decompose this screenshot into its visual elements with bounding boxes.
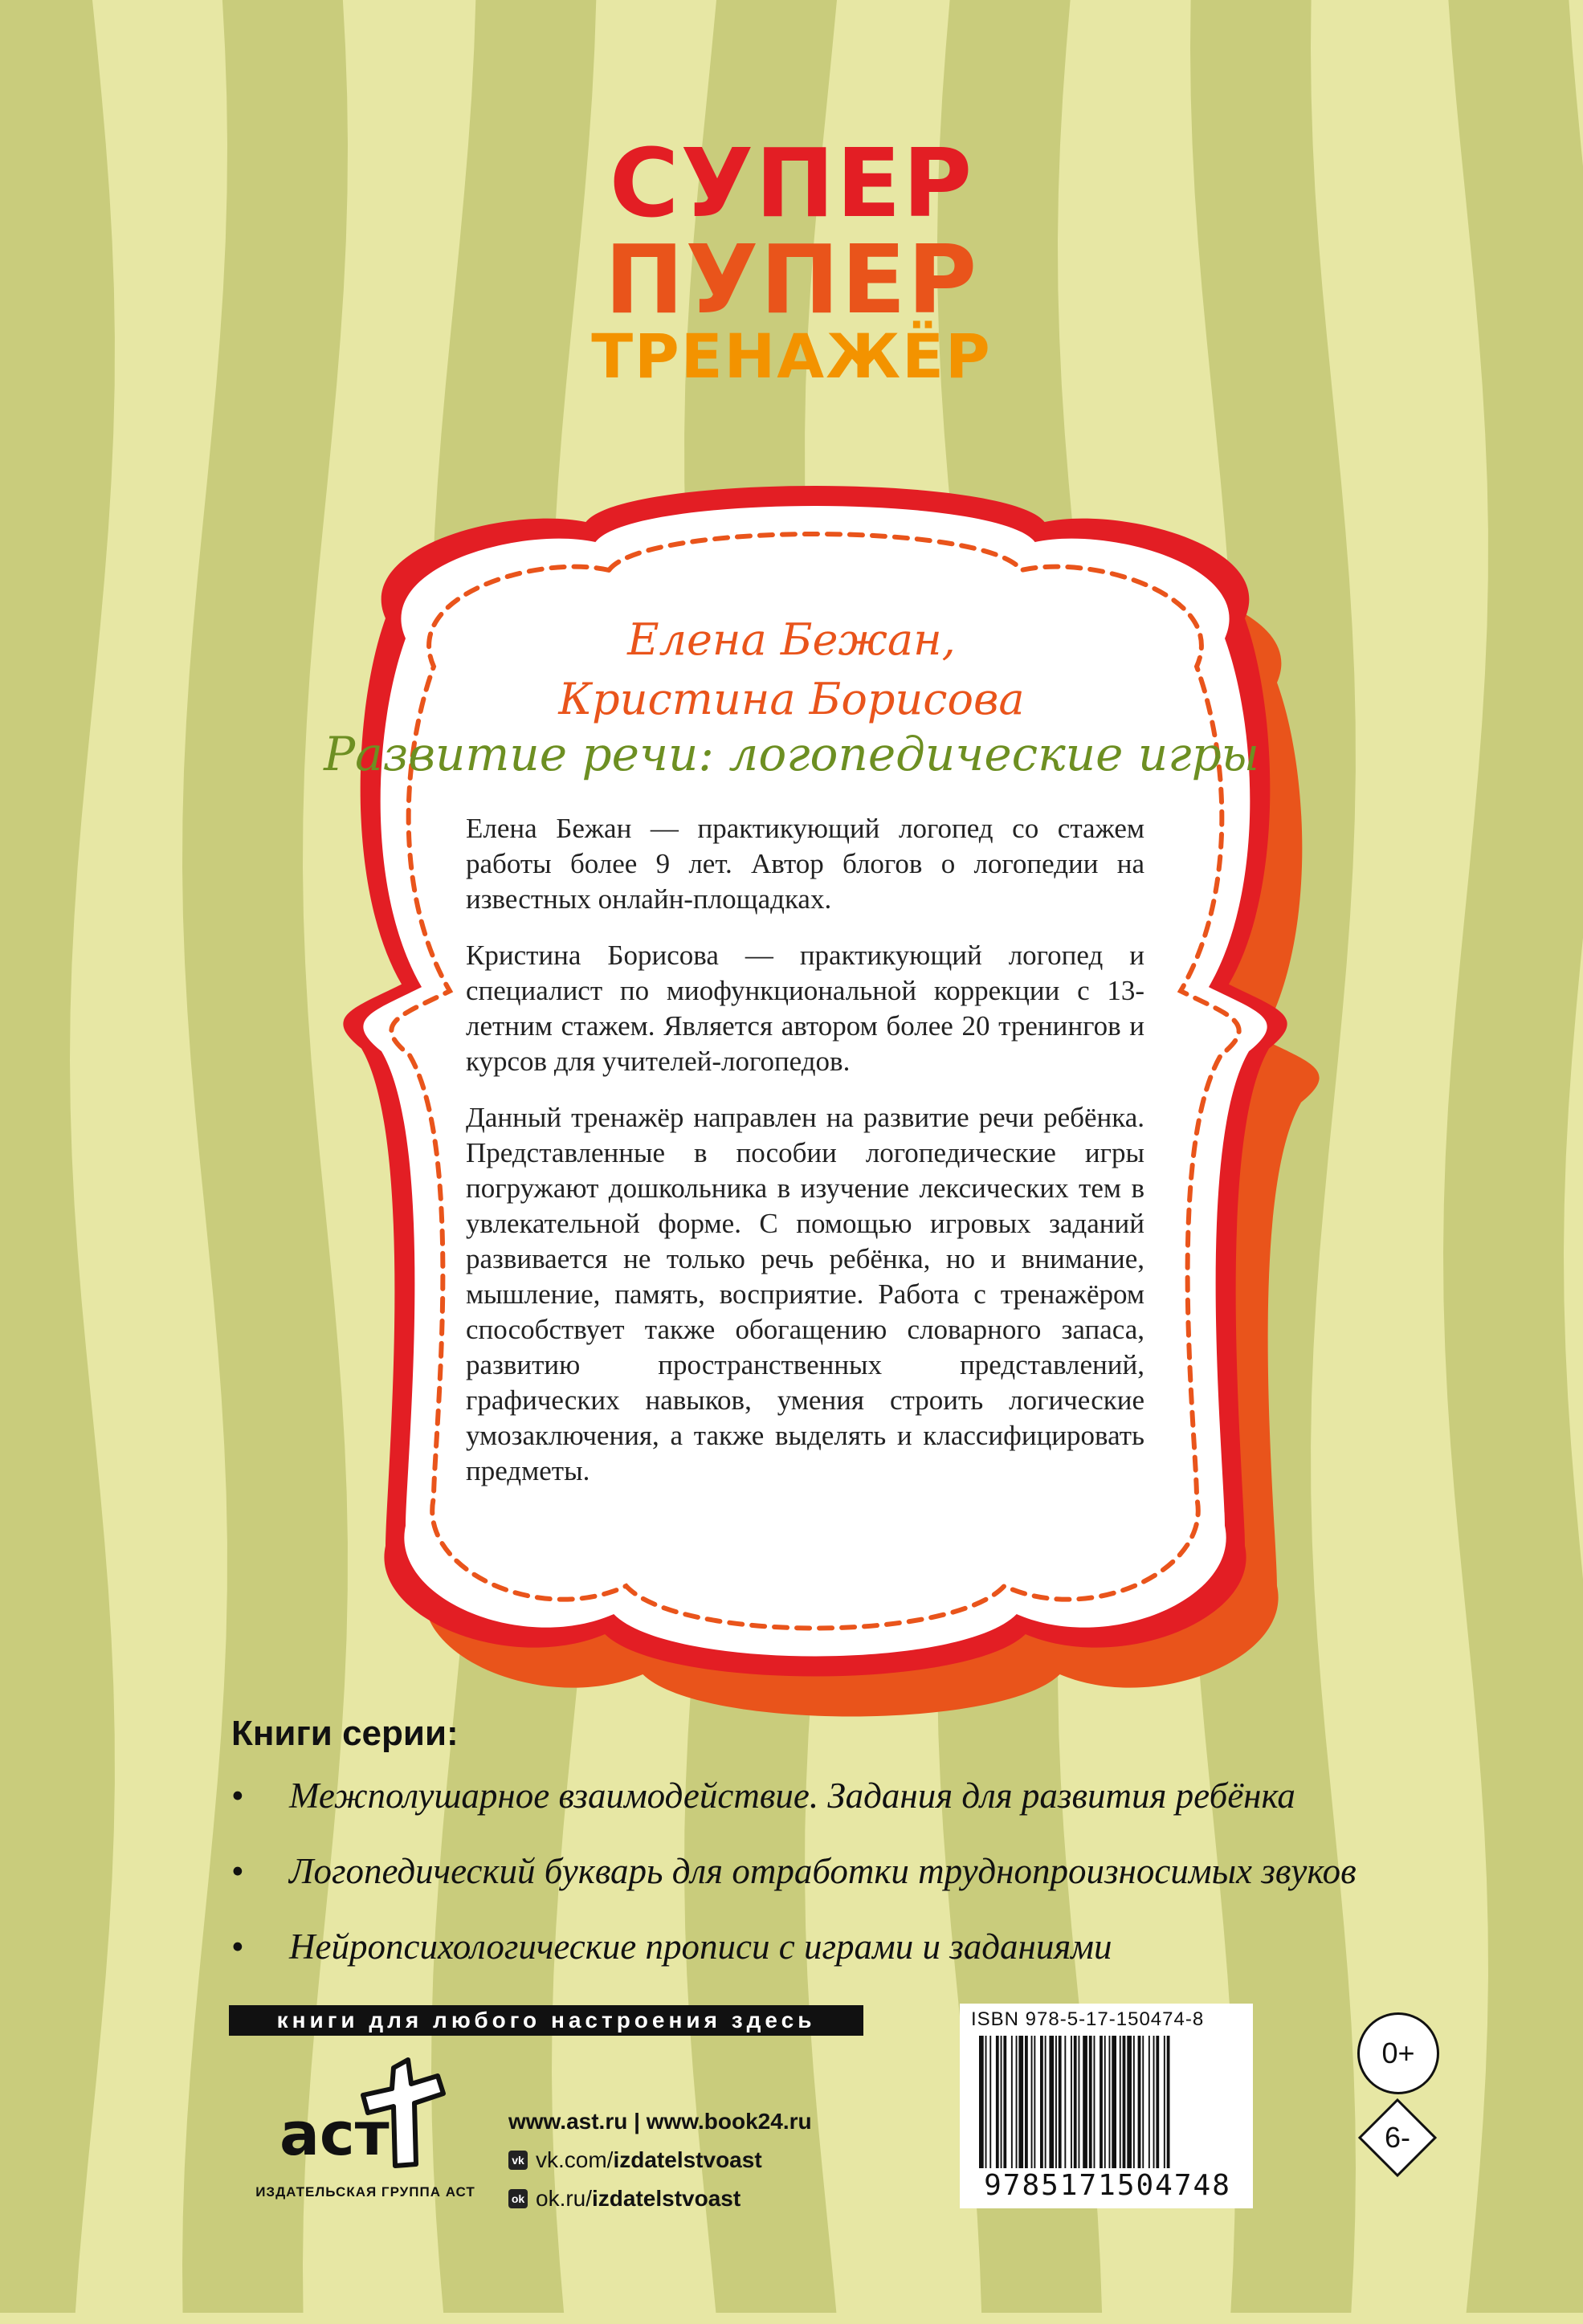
barcode-bar bbox=[1148, 2036, 1150, 2168]
isbn: ISBN 978-5-17-150474-8 bbox=[971, 2008, 1205, 2030]
barcode-bar bbox=[1142, 2036, 1144, 2168]
vk-link[interactable] bbox=[508, 2141, 812, 2179]
vk-handle: izdatelstvoast bbox=[613, 2147, 762, 2172]
barcode-bar bbox=[1104, 2036, 1106, 2168]
author-1: Елена Бежан, bbox=[627, 614, 956, 665]
ok-link[interactable] bbox=[508, 2179, 812, 2218]
barcode-bar bbox=[1083, 2036, 1087, 2168]
barcode-bar bbox=[1018, 2036, 1023, 2168]
barcode-bar bbox=[1153, 2036, 1155, 2168]
series-title-line-3: ТРЕНАЖЁР bbox=[591, 320, 992, 392]
age-recommendation: 6- bbox=[1384, 2121, 1410, 2154]
barcode-bar bbox=[1156, 2036, 1159, 2168]
authors bbox=[0, 610, 1583, 729]
barcode-bar bbox=[1120, 2036, 1121, 2168]
barcode-bar bbox=[1079, 2036, 1080, 2168]
series-book-item bbox=[231, 1850, 1357, 1926]
barcode-bar bbox=[1003, 2036, 1006, 2168]
barcode-bar bbox=[1074, 2036, 1077, 2168]
barcode-bar bbox=[1055, 2036, 1057, 2168]
barcode-bar bbox=[1016, 2036, 1018, 2168]
ast-logo bbox=[273, 2052, 458, 2172]
description bbox=[466, 811, 1144, 1510]
vk-icon: vk bbox=[508, 2151, 528, 2170]
barcode-bar bbox=[1112, 2036, 1116, 2168]
barcode-bar bbox=[979, 2036, 984, 2168]
slogan-bar: книги для любого настроения здесь bbox=[229, 2005, 863, 2036]
barcode-bar bbox=[1040, 2036, 1043, 2168]
ast-logo-text: аст bbox=[279, 2100, 390, 2169]
barcode-bar bbox=[1049, 2036, 1054, 2168]
barcode-bar bbox=[1094, 2036, 1095, 2168]
website-links[interactable]: www.ast.ru | www.book24.ru bbox=[508, 2109, 812, 2134]
series-title-line-1: СУПЕР bbox=[609, 128, 974, 239]
barcode-bar bbox=[1071, 2036, 1072, 2168]
barcode-bar bbox=[989, 2036, 991, 2168]
bullet-icon: • bbox=[231, 1926, 244, 1967]
series-book-list bbox=[231, 1775, 1357, 2001]
bullet-icon: • bbox=[231, 1776, 244, 1816]
publisher-name: ИЗДАТЕЛЬСКАЯ ГРУППА АСТ bbox=[255, 2184, 475, 2200]
description-paragraph-1: Елена Бежан — практикующий логопед со стажем работы более 9 лет. Автор блогов о логопедии на известных онлайн-площадках. bbox=[466, 813, 1144, 915]
barcode-bar bbox=[1001, 2036, 1002, 2168]
barcode-bar bbox=[1064, 2036, 1066, 2168]
barcode-bar bbox=[1011, 2036, 1013, 2168]
barcode-bar bbox=[1123, 2036, 1126, 2168]
series-book-title: Логопедический букварь для отработки труднопроизносимых звуков bbox=[289, 1851, 1357, 1891]
barcode-digits: 9785171504748 bbox=[984, 2169, 1231, 2202]
series-label: Книги серии: bbox=[231, 1714, 459, 1753]
barcode-bar bbox=[985, 2036, 987, 2168]
series-book-item bbox=[231, 1775, 1357, 1850]
ok-prefix: ok.ru/ bbox=[536, 2186, 593, 2211]
ok-handle: izdatelstvoast bbox=[592, 2186, 741, 2211]
book-title: Развитие речи: логопедические игры bbox=[324, 727, 1259, 781]
series-book-item bbox=[231, 1926, 1357, 2001]
barcode-bar bbox=[1089, 2036, 1092, 2168]
barcode-bar bbox=[1034, 2036, 1035, 2168]
barcode bbox=[960, 2004, 1253, 2208]
bullet-icon: • bbox=[231, 1851, 244, 1891]
barcode-bar bbox=[1059, 2036, 1062, 2168]
barcode-bars bbox=[976, 2036, 1241, 2168]
barcode-bar bbox=[1045, 2036, 1046, 2168]
publisher-links bbox=[508, 2102, 812, 2218]
series-title-line-2: ПУПЕР bbox=[604, 224, 979, 335]
ok-icon: ok bbox=[508, 2189, 528, 2208]
barcode-bar bbox=[1164, 2036, 1165, 2168]
barcode-bar bbox=[1167, 2036, 1170, 2168]
barcode-bar bbox=[1127, 2036, 1132, 2168]
series-book-title: Межполушарное взаимодействие. Задания для развития ребёнка bbox=[289, 1776, 1295, 1816]
vk-prefix: vk.com/ bbox=[536, 2147, 614, 2172]
description-paragraph-2: Кристина Борисова — практикующий логопед и специалист по миофункциональной коррекции с 13-летним стажем. Является автором более 20 тренингов и курсов для учителей-логопедов. bbox=[466, 940, 1144, 1077]
barcode-bar bbox=[1133, 2036, 1135, 2168]
barcode-bar bbox=[1025, 2036, 1028, 2168]
barcode-bar bbox=[1109, 2036, 1111, 2168]
barcode-bar bbox=[996, 2036, 999, 2168]
age-rating-badge: 0+ bbox=[1357, 2012, 1439, 2094]
series-book-title: Нейропсихологические прописи с играми и заданиями bbox=[289, 1926, 1112, 1967]
barcode-bar bbox=[1031, 2036, 1033, 2168]
author-2: Кристина Борисова bbox=[558, 674, 1025, 724]
barcode-bar bbox=[1138, 2036, 1141, 2168]
barcode-bar bbox=[1100, 2036, 1103, 2168]
description-paragraph-3: Данный тренажёр направлен на развитие речи ребёнка. Представленные в пособии логопедические игры погружают дошкольника в изучение лексических тем в увлекательной форме. С помощью игровых заданий развивается не только речь ребёнка, но и внимание, мышление, память, восприятие. Работа с тренажёром способствует также обогащению словарного запаса, развитию пространственных представлений, графических навыков, умения строить логические умозаключения, а также выделять и классифицировать предметы. bbox=[466, 1102, 1144, 1486]
